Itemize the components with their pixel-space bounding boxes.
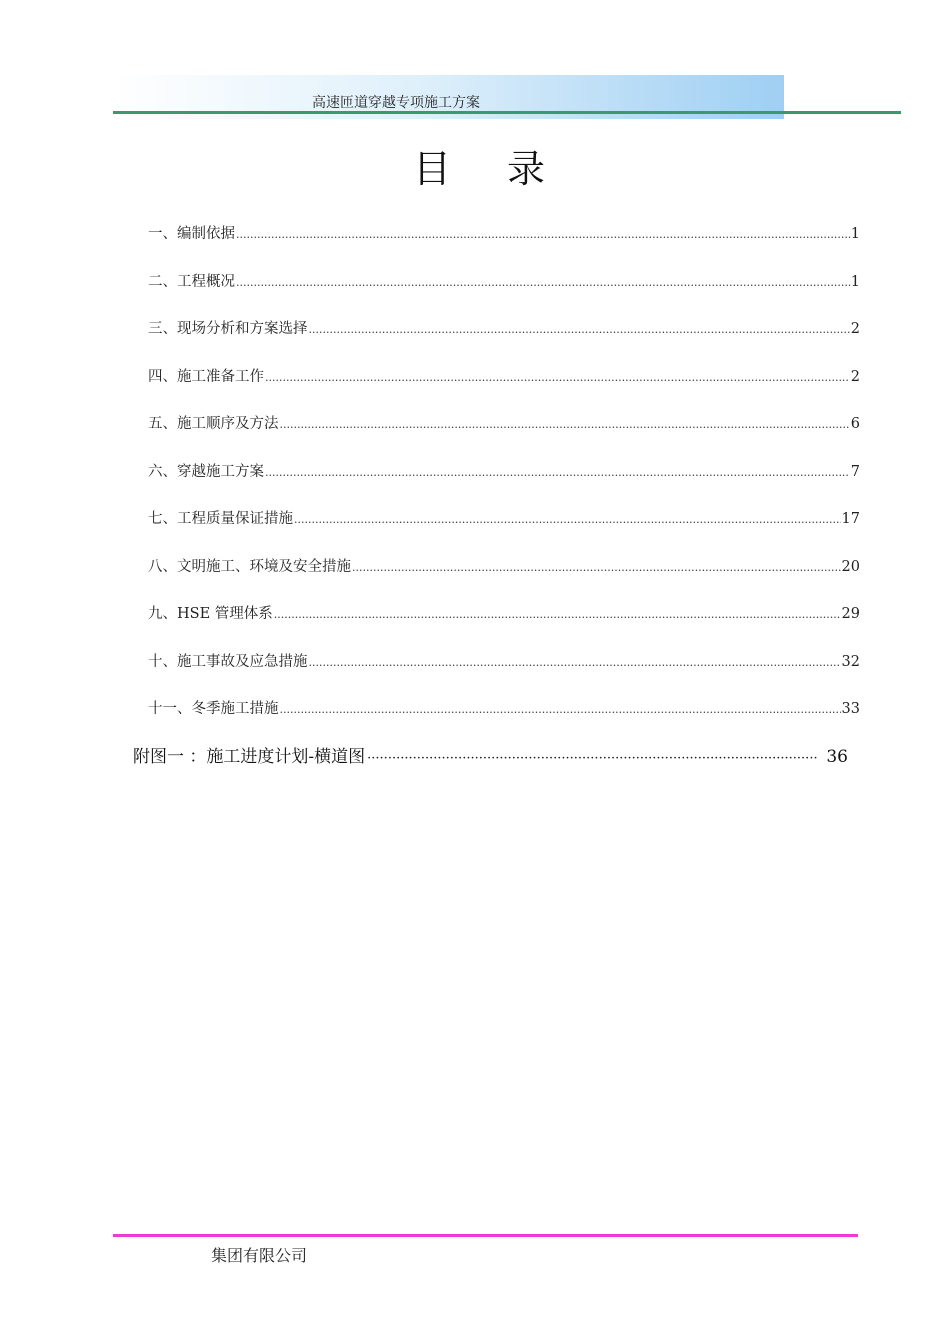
toc-leader-dots <box>280 703 841 716</box>
toc-entry-page: 20 <box>841 558 860 575</box>
toc-entry-page: 2 <box>850 321 860 337</box>
appendix-leader-dots <box>367 751 818 766</box>
toc-entry[interactable] <box>148 317 860 365</box>
toc-entry-page: 29 <box>841 606 860 622</box>
toc-entry-label: 七、工程质量保证措施 <box>148 511 293 527</box>
toc-leader-dots <box>274 608 841 621</box>
toc-entry-label: 一、编制依据 <box>148 226 235 242</box>
table-of-contents <box>148 222 860 745</box>
toc-entry[interactable] <box>148 650 860 698</box>
toc-entry-page: 6 <box>850 416 860 432</box>
toc-entry-page: 1 <box>850 273 860 290</box>
toc-entry-page: 1 <box>850 226 860 242</box>
toc-entry-page: 33 <box>841 701 860 717</box>
toc-entry[interactable] <box>148 460 860 508</box>
appendix-label: 附图一 ：施工进度计划-横道图 <box>133 747 366 767</box>
toc-leader-dots <box>236 276 850 289</box>
toc-leader-dots <box>280 418 850 431</box>
toc-leader-dots <box>265 466 850 479</box>
toc-leader-dots <box>236 228 850 241</box>
toc-entry[interactable] <box>148 697 860 745</box>
toc-leader-dots <box>265 371 850 384</box>
header-title: 高速匝道穿越专项施工方案 <box>312 95 480 111</box>
toc-leader-dots <box>309 656 841 669</box>
toc-entry-label: 九、HSE 管理体系 <box>148 606 273 622</box>
toc-entry-label: 三、现场分析和方案选择 <box>148 321 308 337</box>
toc-entry-label: 二、工程概况 <box>148 273 235 290</box>
toc-entry-label: 八、文明施工、环境及安全措施 <box>148 558 351 575</box>
toc-entry[interactable] <box>148 507 860 555</box>
toc-entry[interactable] <box>148 222 860 270</box>
toc-leader-dots <box>309 323 850 336</box>
footer-company-name: 集团有限公司 <box>211 1246 308 1265</box>
toc-entry-label: 十、施工事故及应急措施 <box>148 653 308 670</box>
toc-entry[interactable] <box>148 412 860 460</box>
toc-heading: 目 录 <box>412 147 568 191</box>
toc-entry-page: 7 <box>850 463 860 480</box>
appendix-page: 36 <box>826 747 848 767</box>
toc-entry-label: 六、穿越施工方案 <box>148 463 264 480</box>
toc-entry-page: 32 <box>841 653 860 670</box>
toc-entry[interactable] <box>148 555 860 603</box>
toc-entry-label: 五、施工顺序及方法 <box>148 416 279 432</box>
toc-entry-label: 十一、冬季施工措施 <box>148 701 279 717</box>
toc-entry-page: 2 <box>850 368 860 385</box>
toc-leader-dots <box>294 513 841 526</box>
toc-appendix-entry[interactable] <box>133 742 848 767</box>
footer-rule <box>113 1234 858 1237</box>
toc-entry[interactable] <box>148 270 860 318</box>
toc-entry[interactable] <box>148 365 860 413</box>
toc-entry-label: 四、施工准备工作 <box>148 368 264 385</box>
header-rule <box>113 111 901 114</box>
toc-entry[interactable] <box>148 602 860 650</box>
toc-leader-dots <box>352 561 841 574</box>
toc-entry-page: 17 <box>841 511 860 527</box>
